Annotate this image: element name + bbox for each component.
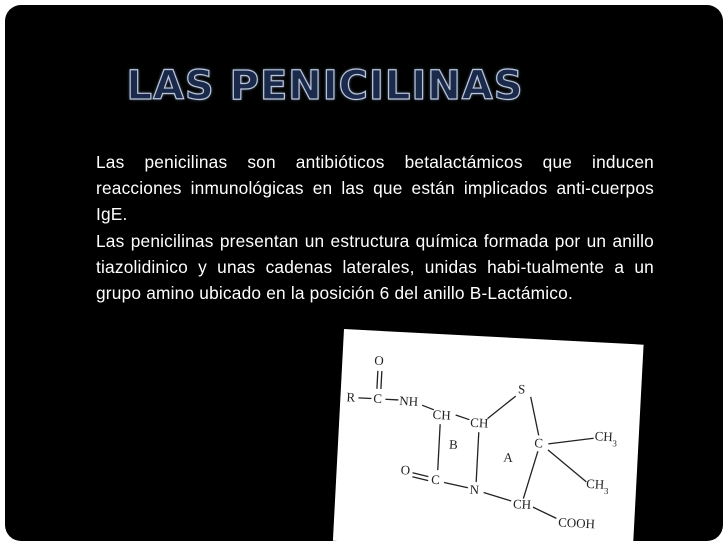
atom-o-carbonyl: O <box>400 462 411 478</box>
bond-co-1 <box>377 371 378 389</box>
group-ch3-upper: $CH_3$ <box>594 428 618 449</box>
bond-c-chb <box>523 451 537 500</box>
bond-ch-n <box>476 432 479 482</box>
bond-ch-s <box>488 395 516 420</box>
ring-label-b: B <box>448 436 459 453</box>
atom-n: N <box>469 481 480 498</box>
bond-ch-cooh <box>532 507 556 518</box>
structure-svg <box>333 329 644 556</box>
atom-ch-right: CH <box>469 414 489 431</box>
bond-r-c <box>358 398 371 399</box>
atom-ch-bottom: CH <box>512 496 532 513</box>
paragraph-definition: Las penicilinas son antibióticos betalactámicos que inducen reacciones inmunológicas en las que están implicados anti-cuerpos IgE. <box>96 152 654 225</box>
bond-c-ch3b <box>546 450 588 482</box>
atom-c1: C <box>373 390 383 407</box>
atom-s: S <box>517 381 526 397</box>
bond-ch-ch <box>455 415 469 420</box>
atom-ch-left: CH <box>432 406 452 423</box>
bond-c-n <box>444 482 468 487</box>
penicillin-structure-diagram <box>333 329 644 556</box>
bond-oc-2 <box>412 477 428 481</box>
atom-nh: NH <box>398 393 419 409</box>
atom-r: R <box>346 389 356 405</box>
bond-ch-c <box>438 424 440 470</box>
bond-n-ch <box>483 493 511 501</box>
paragraph-structure: Las penicilinas presentan un estructura química formada por un anillo tiazolidinico y unas cadenas laterales, unidas habi-tualmente a un grupo amino ubicado en la posición 6 del anillo B-Lactámico. <box>96 230 654 304</box>
atom-o-top: O <box>374 352 385 369</box>
group-cooh: COOH <box>557 514 596 532</box>
group-ch3-lower: $CH_3$ <box>585 475 609 497</box>
bond-co-2 <box>381 371 382 389</box>
bond-lines <box>353 370 597 520</box>
ring-label-a: A <box>503 449 514 466</box>
slide-body <box>96 149 654 306</box>
bond-c-ch3a <box>548 436 593 446</box>
atom-c-carbonyl: C <box>430 471 441 488</box>
bond-s-c <box>529 397 541 435</box>
atom-c-quaternary: C <box>533 435 544 451</box>
bond-c-nh <box>385 399 398 400</box>
bond-oc-1 <box>412 473 428 477</box>
slide-title: LAS PENICILINAS <box>126 63 524 109</box>
